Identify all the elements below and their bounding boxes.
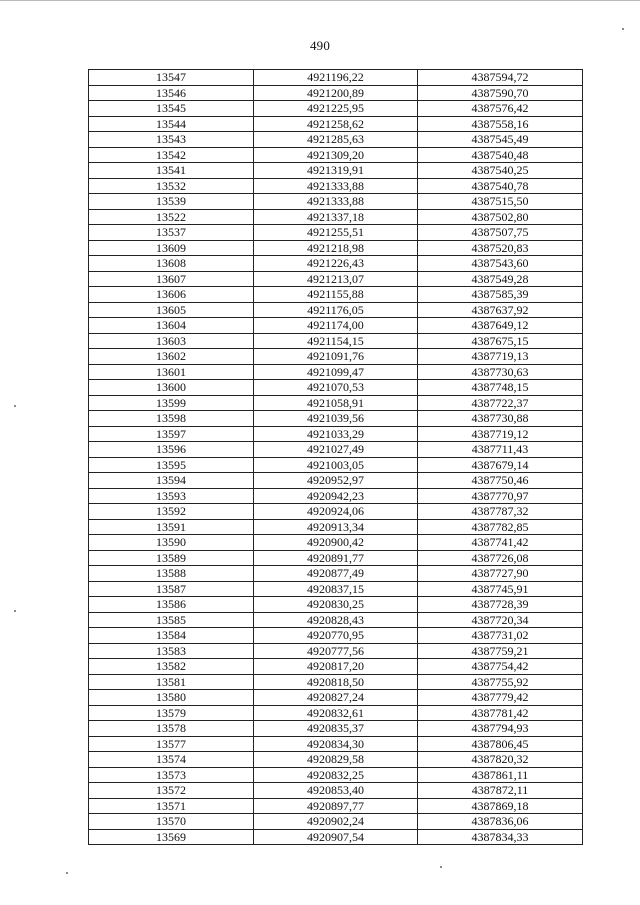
y-coordinate-cell: 4387869,18 [418, 798, 583, 814]
y-coordinate-cell: 4387720,34 [418, 612, 583, 628]
scan-speck [66, 872, 68, 874]
table-row [89, 178, 583, 194]
table-row [89, 705, 583, 721]
point-number-cell: 13537 [89, 225, 254, 241]
x-coordinate-cell: 4921200,89 [254, 85, 418, 101]
x-coordinate-cell: 4921218,98 [254, 240, 418, 256]
y-coordinate-cell: 4387727,90 [418, 566, 583, 582]
x-coordinate-cell: 4920897,77 [254, 798, 418, 814]
y-coordinate-cell: 4387549,28 [418, 271, 583, 287]
y-coordinate-cell: 4387794,93 [418, 721, 583, 737]
x-coordinate-cell: 4921226,43 [254, 256, 418, 272]
table-row [89, 426, 583, 442]
y-coordinate-cell: 4387540,25 [418, 163, 583, 179]
y-coordinate-cell: 4387834,33 [418, 829, 583, 845]
point-number-cell: 13579 [89, 705, 254, 721]
x-coordinate-cell: 4921154,15 [254, 333, 418, 349]
y-coordinate-cell: 4387711,43 [418, 442, 583, 458]
point-number-cell: 13585 [89, 612, 254, 628]
point-number-cell: 13604 [89, 318, 254, 334]
y-coordinate-cell: 4387679,14 [418, 457, 583, 473]
y-coordinate-cell: 4387722,37 [418, 395, 583, 411]
x-coordinate-cell: 4921003,05 [254, 457, 418, 473]
table-row [89, 783, 583, 799]
x-coordinate-cell: 4921027,49 [254, 442, 418, 458]
x-coordinate-cell: 4920942,23 [254, 488, 418, 504]
y-coordinate-cell: 4387755,92 [418, 674, 583, 690]
point-number-cell: 13606 [89, 287, 254, 303]
scan-speck [622, 28, 624, 30]
point-number-cell: 13598 [89, 411, 254, 427]
y-coordinate-cell: 4387540,78 [418, 178, 583, 194]
x-coordinate-cell: 4920832,25 [254, 767, 418, 783]
y-coordinate-cell: 4387754,42 [418, 659, 583, 675]
y-coordinate-cell: 4387759,21 [418, 643, 583, 659]
x-coordinate-cell: 4920832,61 [254, 705, 418, 721]
y-coordinate-cell: 4387558,16 [418, 116, 583, 132]
y-coordinate-cell: 4387507,75 [418, 225, 583, 241]
x-coordinate-cell: 4920835,37 [254, 721, 418, 737]
table-row [89, 349, 583, 365]
table-row [89, 194, 583, 210]
point-number-cell: 13573 [89, 767, 254, 783]
point-number-cell: 13541 [89, 163, 254, 179]
x-coordinate-cell: 4921176,05 [254, 302, 418, 318]
point-number-cell: 13587 [89, 581, 254, 597]
point-number-cell: 13546 [89, 85, 254, 101]
x-coordinate-cell: 4921213,07 [254, 271, 418, 287]
y-coordinate-cell: 4387637,92 [418, 302, 583, 318]
coordinates-table [88, 69, 583, 845]
y-coordinate-cell: 4387719,12 [418, 426, 583, 442]
y-coordinate-cell: 4387741,42 [418, 535, 583, 551]
coordinates-table-body [89, 70, 583, 845]
table-row [89, 752, 583, 768]
page-number: 490 [309, 38, 331, 53]
point-number-cell: 13582 [89, 659, 254, 675]
table-row [89, 101, 583, 117]
x-coordinate-cell: 4921319,91 [254, 163, 418, 179]
point-number-cell: 13586 [89, 597, 254, 613]
y-coordinate-cell: 4387770,97 [418, 488, 583, 504]
table-row [89, 442, 583, 458]
point-number-cell: 13570 [89, 814, 254, 830]
point-number-cell: 13609 [89, 240, 254, 256]
point-number-cell: 13597 [89, 426, 254, 442]
table-row [89, 302, 583, 318]
y-coordinate-cell: 4387782,85 [418, 519, 583, 535]
x-coordinate-cell: 4920913,34 [254, 519, 418, 535]
y-coordinate-cell: 4387820,32 [418, 752, 583, 768]
table-row [89, 829, 583, 845]
point-number-cell: 13592 [89, 504, 254, 520]
x-coordinate-cell: 4921285,63 [254, 132, 418, 148]
y-coordinate-cell: 4387728,39 [418, 597, 583, 613]
point-number-cell: 13590 [89, 535, 254, 551]
x-coordinate-cell: 4921333,88 [254, 178, 418, 194]
point-number-cell: 13594 [89, 473, 254, 489]
y-coordinate-cell: 4387590,70 [418, 85, 583, 101]
y-coordinate-cell: 4387719,13 [418, 349, 583, 365]
x-coordinate-cell: 4921225,95 [254, 101, 418, 117]
x-coordinate-cell: 4921196,22 [254, 70, 418, 86]
x-coordinate-cell: 4920952,97 [254, 473, 418, 489]
point-number-cell: 13605 [89, 302, 254, 318]
point-number-cell: 13602 [89, 349, 254, 365]
table-row [89, 380, 583, 396]
point-number-cell: 13589 [89, 550, 254, 566]
table-row [89, 287, 583, 303]
x-coordinate-cell: 4921174,00 [254, 318, 418, 334]
point-number-cell: 13595 [89, 457, 254, 473]
y-coordinate-cell: 4387836,06 [418, 814, 583, 830]
point-number-cell: 13608 [89, 256, 254, 272]
table-row [89, 395, 583, 411]
point-number-cell: 13569 [89, 829, 254, 845]
point-number-cell: 13600 [89, 380, 254, 396]
y-coordinate-cell: 4387745,91 [418, 581, 583, 597]
point-number-cell: 13580 [89, 690, 254, 706]
table-row [89, 798, 583, 814]
table-row [89, 612, 583, 628]
table-row [89, 318, 583, 334]
table-row [89, 519, 583, 535]
point-number-cell: 13596 [89, 442, 254, 458]
x-coordinate-cell: 4920828,43 [254, 612, 418, 628]
point-number-cell: 13588 [89, 566, 254, 582]
table-row [89, 411, 583, 427]
point-number-cell: 13607 [89, 271, 254, 287]
table-row [89, 147, 583, 163]
scan-speck [14, 405, 16, 407]
table-row [89, 736, 583, 752]
y-coordinate-cell: 4387750,46 [418, 473, 583, 489]
point-number-cell: 13574 [89, 752, 254, 768]
x-coordinate-cell: 4920817,20 [254, 659, 418, 675]
y-coordinate-cell: 4387806,45 [418, 736, 583, 752]
point-number-cell: 13581 [89, 674, 254, 690]
point-number-cell: 13545 [89, 101, 254, 117]
table-row [89, 659, 583, 675]
x-coordinate-cell: 4921309,20 [254, 147, 418, 163]
point-number-cell: 13522 [89, 209, 254, 225]
y-coordinate-cell: 4387576,42 [418, 101, 583, 117]
x-coordinate-cell: 4920902,24 [254, 814, 418, 830]
point-number-cell: 13544 [89, 116, 254, 132]
x-coordinate-cell: 4921099,47 [254, 364, 418, 380]
y-coordinate-cell: 4387649,12 [418, 318, 583, 334]
table-row [89, 240, 583, 256]
y-coordinate-cell: 4387502,80 [418, 209, 583, 225]
table-row [89, 256, 583, 272]
table-row [89, 473, 583, 489]
point-number-cell: 13571 [89, 798, 254, 814]
point-number-cell: 13542 [89, 147, 254, 163]
point-number-cell: 13543 [89, 132, 254, 148]
x-coordinate-cell: 4921258,62 [254, 116, 418, 132]
point-number-cell: 13572 [89, 783, 254, 799]
scan-speck [14, 610, 16, 612]
point-number-cell: 13603 [89, 333, 254, 349]
x-coordinate-cell: 4921033,29 [254, 426, 418, 442]
x-coordinate-cell: 4920834,30 [254, 736, 418, 752]
table-row [89, 581, 583, 597]
x-coordinate-cell: 4920924,06 [254, 504, 418, 520]
x-coordinate-cell: 4921337,18 [254, 209, 418, 225]
y-coordinate-cell: 4387726,08 [418, 550, 583, 566]
y-coordinate-cell: 4387675,15 [418, 333, 583, 349]
x-coordinate-cell: 4920837,15 [254, 581, 418, 597]
x-coordinate-cell: 4921091,76 [254, 349, 418, 365]
x-coordinate-cell: 4920877,49 [254, 566, 418, 582]
y-coordinate-cell: 4387520,83 [418, 240, 583, 256]
table-row [89, 767, 583, 783]
x-coordinate-cell: 4921333,88 [254, 194, 418, 210]
table-row [89, 628, 583, 644]
table-row [89, 116, 583, 132]
table-row [89, 721, 583, 737]
point-number-cell: 13577 [89, 736, 254, 752]
point-number-cell: 13593 [89, 488, 254, 504]
table-row [89, 364, 583, 380]
point-number-cell: 13584 [89, 628, 254, 644]
point-number-cell: 13599 [89, 395, 254, 411]
point-number-cell: 13539 [89, 194, 254, 210]
scan-edge-line [0, 0, 640, 1]
x-coordinate-cell: 4921255,51 [254, 225, 418, 241]
y-coordinate-cell: 4387515,50 [418, 194, 583, 210]
table-row [89, 674, 583, 690]
y-coordinate-cell: 4387730,63 [418, 364, 583, 380]
table-row [89, 550, 583, 566]
point-number-cell: 13601 [89, 364, 254, 380]
table-row [89, 566, 583, 582]
table-row [89, 814, 583, 830]
table-row [89, 209, 583, 225]
y-coordinate-cell: 4387540,48 [418, 147, 583, 163]
point-number-cell: 13532 [89, 178, 254, 194]
table-row [89, 333, 583, 349]
x-coordinate-cell: 4920829,58 [254, 752, 418, 768]
x-coordinate-cell: 4920770,95 [254, 628, 418, 644]
table-row [89, 488, 583, 504]
x-coordinate-cell: 4921155,88 [254, 287, 418, 303]
y-coordinate-cell: 4387730,88 [418, 411, 583, 427]
x-coordinate-cell: 4920830,25 [254, 597, 418, 613]
scan-speck [440, 866, 442, 868]
y-coordinate-cell: 4387594,72 [418, 70, 583, 86]
x-coordinate-cell: 4921070,53 [254, 380, 418, 396]
table-row [89, 504, 583, 520]
x-coordinate-cell: 4921039,56 [254, 411, 418, 427]
table-row [89, 597, 583, 613]
y-coordinate-cell: 4387781,42 [418, 705, 583, 721]
y-coordinate-cell: 4387731,02 [418, 628, 583, 644]
x-coordinate-cell: 4920891,77 [254, 550, 418, 566]
x-coordinate-cell: 4920827,24 [254, 690, 418, 706]
table-row [89, 271, 583, 287]
table-row [89, 225, 583, 241]
table-row [89, 85, 583, 101]
y-coordinate-cell: 4387545,49 [418, 132, 583, 148]
y-coordinate-cell: 4387861,11 [418, 767, 583, 783]
x-coordinate-cell: 4920907,54 [254, 829, 418, 845]
table-row [89, 643, 583, 659]
table-row [89, 163, 583, 179]
table-row [89, 690, 583, 706]
y-coordinate-cell: 4387748,15 [418, 380, 583, 396]
y-coordinate-cell: 4387779,42 [418, 690, 583, 706]
x-coordinate-cell: 4920900,42 [254, 535, 418, 551]
point-number-cell: 13591 [89, 519, 254, 535]
y-coordinate-cell: 4387543,60 [418, 256, 583, 272]
point-number-cell: 13547 [89, 70, 254, 86]
x-coordinate-cell: 4921058,91 [254, 395, 418, 411]
point-number-cell: 13583 [89, 643, 254, 659]
y-coordinate-cell: 4387585,39 [418, 287, 583, 303]
x-coordinate-cell: 4920777,56 [254, 643, 418, 659]
table-row [89, 535, 583, 551]
table-row [89, 70, 583, 86]
table-row [89, 457, 583, 473]
table-row [89, 132, 583, 148]
y-coordinate-cell: 4387872,11 [418, 783, 583, 799]
y-coordinate-cell: 4387787,32 [418, 504, 583, 520]
point-number-cell: 13578 [89, 721, 254, 737]
x-coordinate-cell: 4920853,40 [254, 783, 418, 799]
x-coordinate-cell: 4920818,50 [254, 674, 418, 690]
